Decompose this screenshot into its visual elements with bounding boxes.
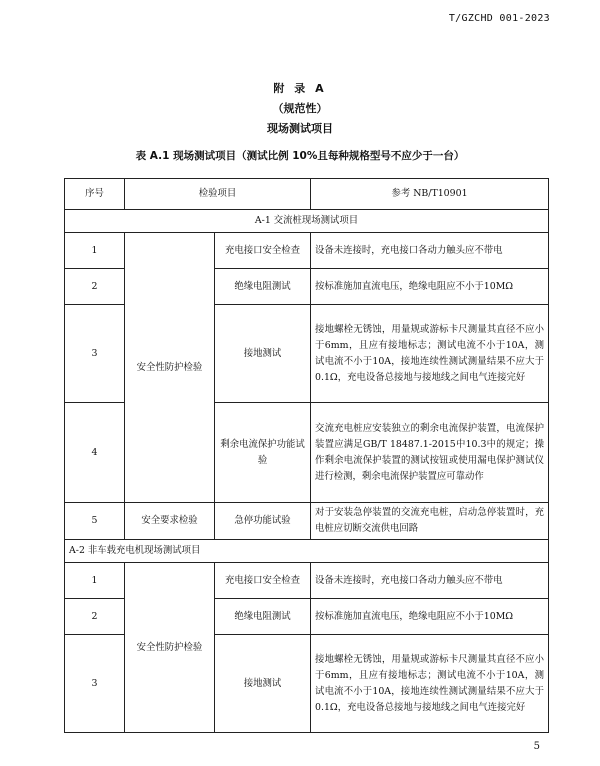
row-no: 4 [65, 403, 125, 503]
row-no: 2 [65, 599, 125, 635]
row-item: 充电接口安全检查 [215, 233, 311, 269]
table-row [65, 503, 549, 540]
row-item: 接地测试 [215, 305, 311, 403]
row-no: 3 [65, 305, 125, 403]
appendix-type: （规范性） [272, 102, 328, 115]
group-label: 安全性防护检验 [125, 233, 215, 503]
row-desc: 接地螺栓无锈蚀，用量规或游标卡尺测量其直径不应小于6mm，且应有接地标志；测试电流不小于10A，测试电流不小于10A，接地连续性测试测量结果不应大于0.1Ω，充电设备总接地与接地线之间电气连接完好 [311, 635, 549, 733]
row-desc: 接地螺栓无锈蚀，用量规或游标卡尺测量其直径不应小于6mm，且应有接地标志；测试电流不小于10A，测试电流不小于10A，接地连续性测试测量结果不应大于0.1Ω，充电设备总接地与接地线之间电气连接完好 [311, 305, 549, 403]
row-item: 绝缘电阻测试 [215, 599, 311, 635]
header-item: 检验项目 [125, 179, 311, 210]
section-row [65, 540, 549, 563]
row-item: 充电接口安全检查 [215, 563, 311, 599]
table-row [65, 563, 549, 599]
row-no: 1 [65, 563, 125, 599]
row-desc: 设备未连接时，充电接口各动力触头应不带电 [311, 563, 549, 599]
section-title: A-2 非车载充电机现场测试项目 [65, 540, 549, 563]
row-item: 接地测试 [215, 635, 311, 733]
row-no: 1 [65, 233, 125, 269]
table-caption: 表 A.1 现场测试项目（测试比例 10%且每种规格型号不应少于一台） [135, 150, 465, 162]
row-no: 2 [65, 269, 125, 305]
section-row [65, 210, 549, 233]
table-header-row [65, 179, 549, 210]
row-desc: 按标准施加直流电压，绝缘电阻应不小于10MΩ [311, 599, 549, 635]
row-desc: 对于安装急停装置的交流充电桩，启动急停装置时，充电桩应切断交流供电回路 [311, 503, 549, 540]
section-title: A-1 交流桩现场测试项目 [65, 210, 549, 233]
group-label: 安全要求检验 [125, 503, 215, 540]
appendix-name: 现场测试项目 [267, 122, 333, 135]
row-desc: 设备未连接时，充电接口各动力触头应不带电 [311, 233, 549, 269]
header-no: 序号 [65, 179, 125, 210]
row-item: 急停功能试验 [215, 503, 311, 540]
appendix-title: 附 录 A [273, 82, 327, 95]
row-desc: 按标准施加直流电压，绝缘电阻应不小于10MΩ [311, 269, 549, 305]
row-item: 剩余电流保护功能试验 [215, 403, 311, 503]
group-label: 安全性防护检验 [125, 563, 215, 733]
page-number: 5 [533, 741, 540, 752]
row-no: 5 [65, 503, 125, 540]
document-id: T/GZCHD 001-2023 [448, 13, 550, 24]
test-items-table [64, 178, 549, 733]
row-item: 绝缘电阻测试 [215, 269, 311, 305]
table-row [65, 233, 549, 269]
header-reference: 参考 NB/T10901 [311, 179, 549, 210]
row-desc: 交流充电桩应安装独立的剩余电流保护装置，电流保护装置应满足GB/T 18487.1-2015中10.3中的规定；操作剩余电流保护装置的测试按钮或使用漏电保护测试仪进行检测，剩余电流保护装置应可靠动作 [311, 403, 549, 503]
row-no: 3 [65, 635, 125, 733]
